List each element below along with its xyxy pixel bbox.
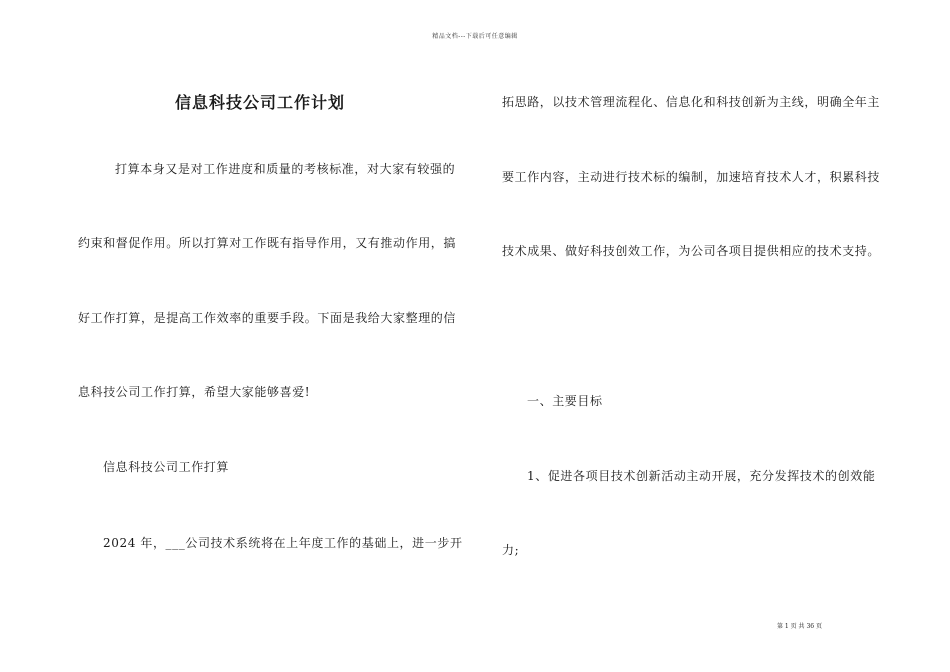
- right-paragraph-line: 技术成果、做好科技创效工作，为公司各项目提供相应的技术支持。: [502, 244, 881, 258]
- left-paragraph-line: 息科技公司工作打算，希望大家能够喜爱!: [78, 385, 311, 399]
- right-paragraph-line: 拓思路，以技术管理流程化、信息化和科技创新为主线，明确全年主: [502, 95, 881, 109]
- header-note: 精品文档---下载后可任意编辑: [432, 33, 518, 40]
- right-paragraph-line: 1、促进各项目技术创新活动主动开展，充分发挥技术的创效能: [527, 469, 876, 483]
- left-paragraph-line: 2024 年，___公司技术系统将在上年度工作的基础上，进一步开: [103, 536, 463, 550]
- section-heading: 信息科技公司工作打算: [103, 460, 230, 474]
- right-paragraph-line: 力;: [502, 543, 520, 557]
- left-paragraph-line: 好工作打算，是提高工作效率的重要手段。下面是我给大家整理的信: [78, 311, 457, 325]
- right-paragraph-line: 要工作内容，主动进行技术标的编制，加速培育技术人才，积累科技: [502, 170, 881, 184]
- left-paragraph-line: 打算本身又是对工作进度和质量的考核标准，对大家有较强的: [115, 162, 456, 176]
- page-number: 第 1 页 共 36 页: [777, 623, 822, 630]
- document-title: 信息科技公司工作计划: [175, 93, 346, 112]
- section-heading: 一、主要目标: [527, 394, 603, 408]
- left-paragraph-line: 约束和督促作用。所以打算对工作既有指导作用，又有推动作用，搞: [78, 236, 457, 250]
